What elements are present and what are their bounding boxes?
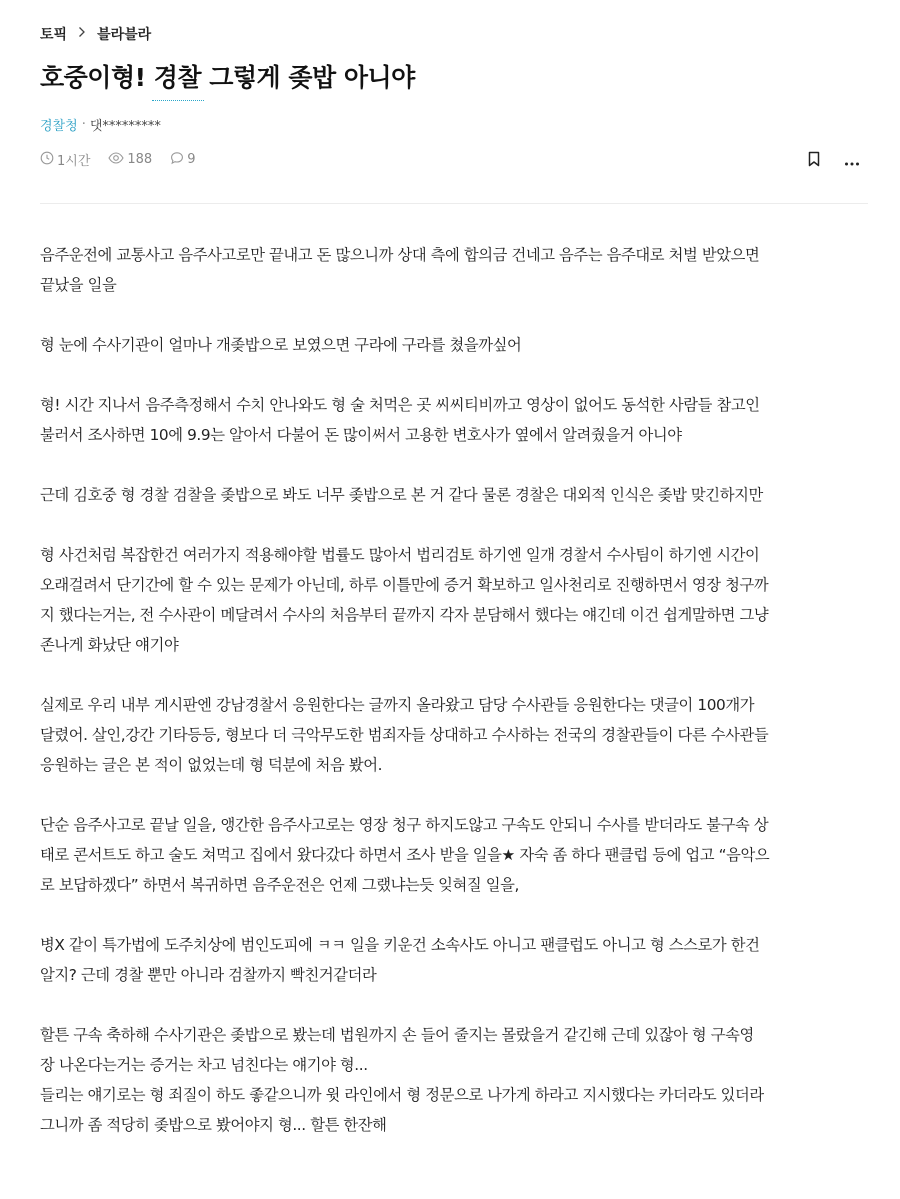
post-paragraph: 단순 음주사고로 끝날 일을, 앵간한 음주사고로는 영장 청구 하지도않고 구속도 안되니 수사를 받더라도 불구속 상 태로 콘서트도 하고 술도 쳐먹고 집에서 왔다갔다 하면서 조사 받을 일을★ 자숙 좀 하다 팬클럽 등에 업고 “음악으 로 보답하겠다” 하면서 복귀하면 음주운전은 언제 그랬냐는듯 잊혀질 일을, bbox=[40, 816, 770, 894]
post-paragraph: 형! 시간 지나서 음주측정해서 수치 안나와도 형 술 처먹은 곳 씨씨티비까고 영상이 없어도 동석한 사람들 참고인 불러서 조사하면 10에 9.9는 알아서 다불어 돈 많이써서 고용한 변호사가 옆에서 알려줬을거 아니야 bbox=[40, 396, 760, 444]
bookmark-button[interactable] bbox=[802, 150, 826, 172]
author-nickname: 댓********* bbox=[89, 119, 161, 134]
comment-icon bbox=[170, 151, 187, 169]
post-views bbox=[108, 151, 152, 169]
post-paragraph: 형 눈에 수사기관이 얼마나 개좆밥으로 보였으면 구라에 구라를 쳤을까싶어 bbox=[40, 336, 522, 354]
post-actions bbox=[788, 150, 864, 172]
post-paragraph: 실제로 우리 내부 게시판엔 강남경찰서 응원한다는 글까지 올라왔고 담당 수사관들 응원한다는 댓글이 100개가 달렸어. 살인,강간 기타등등, 형보다 더 극악무도한 범죄자들 상대하고 수사하는 전국의 경찰관들이 다른 수사관들 응원하는 글은 본 적이 없었는데 형 덕분에 처음 봤어. bbox=[40, 696, 769, 774]
post-paragraph: 병X 같이 특가법에 도주치상에 범인도피에 ㅋㅋ 일을 키운건 소속사도 아니고 팬클럽도 아니고 형 스스로가 한건 알지? 근데 경찰 뿐만 아니라 검찰까지 빡친거같더라 bbox=[40, 936, 760, 984]
bookmark-icon bbox=[807, 151, 821, 171]
breadcrumb-board-link[interactable]: 블라블라 bbox=[97, 27, 152, 43]
post-paragraph: 들리는 얘기로는 형 죄질이 하도 좋같으니까 윗 라인에서 형 정문으로 나가게 하라고 지시했다는 카더라도 있더라 그니까 좀 적당히 좆밥으로 봤어야지 형... 할튼 한잔해 bbox=[40, 1086, 764, 1134]
post-paragraph: 근데 김호중 형 경찰 검찰을 좆밥으로 봐도 너무 좆밥으로 본 거 같다 물론 경찰은 대외적 인식은 좆밥 맞긴하지만 bbox=[40, 486, 763, 504]
breadcrumb bbox=[40, 22, 151, 46]
post-body bbox=[40, 240, 872, 1140]
post-views-value: 188 bbox=[127, 152, 153, 167]
post-time-value: 1시간 bbox=[57, 154, 91, 169]
post-time bbox=[40, 150, 90, 169]
post-comments-value: 9 bbox=[187, 152, 196, 167]
clock-icon bbox=[40, 151, 57, 169]
post-author bbox=[40, 115, 161, 134]
post-title: 호중이형! 경찰 그렇게 좆밥 아니야 bbox=[40, 63, 415, 92]
author-separator: · bbox=[81, 117, 86, 132]
chevron-right-icon bbox=[77, 26, 87, 42]
eye-icon bbox=[108, 151, 127, 169]
post-paragraph: 음주운전에 교통사고 음주사고로만 끝내고 돈 많으니까 상대 측에 합의금 건네고 음주는 음주대로 처벌 받았으면 끝났을 일을 bbox=[40, 246, 760, 294]
post-paragraph: 형 사건처럼 복잡한건 여러가지 적용해야할 법률도 많아서 법리검토 하기엔 일개 경찰서 수사팀이 하기엔 시간이 오래걸려서 단기간에 할 수 있는 문제가 아닌데, 하루 이틀만에 증거 확보하고 일사천리로 진행하면서 영장 청구까 지 했다는거는, 전 수사관이 메달려서 수사의 처음부터 끝까지 각자 분담해서 했다는 얘긴데 이건 쉽게말하면 그냥 존나게 화났단 얘기야 bbox=[40, 546, 769, 654]
post-paragraph: 할튼 구속 축하해 수사기관은 좆밥으로 봤는데 법원까지 손 들어 줄지는 몰랐을거 같긴해 근데 있잖아 형 구속영 장 나온다는거는 증거는 차고 넘친다는 얘기야 형... bbox=[40, 1026, 754, 1074]
header-divider bbox=[40, 203, 868, 204]
more-icon bbox=[844, 152, 860, 171]
author-company-link[interactable]: 경찰청 bbox=[40, 119, 78, 134]
breadcrumb-topic-link[interactable]: 토픽 bbox=[40, 27, 68, 43]
post-meta bbox=[40, 150, 214, 169]
more-button[interactable] bbox=[840, 150, 864, 172]
post-comments[interactable] bbox=[170, 151, 195, 169]
title-underline-decoration bbox=[152, 100, 204, 101]
